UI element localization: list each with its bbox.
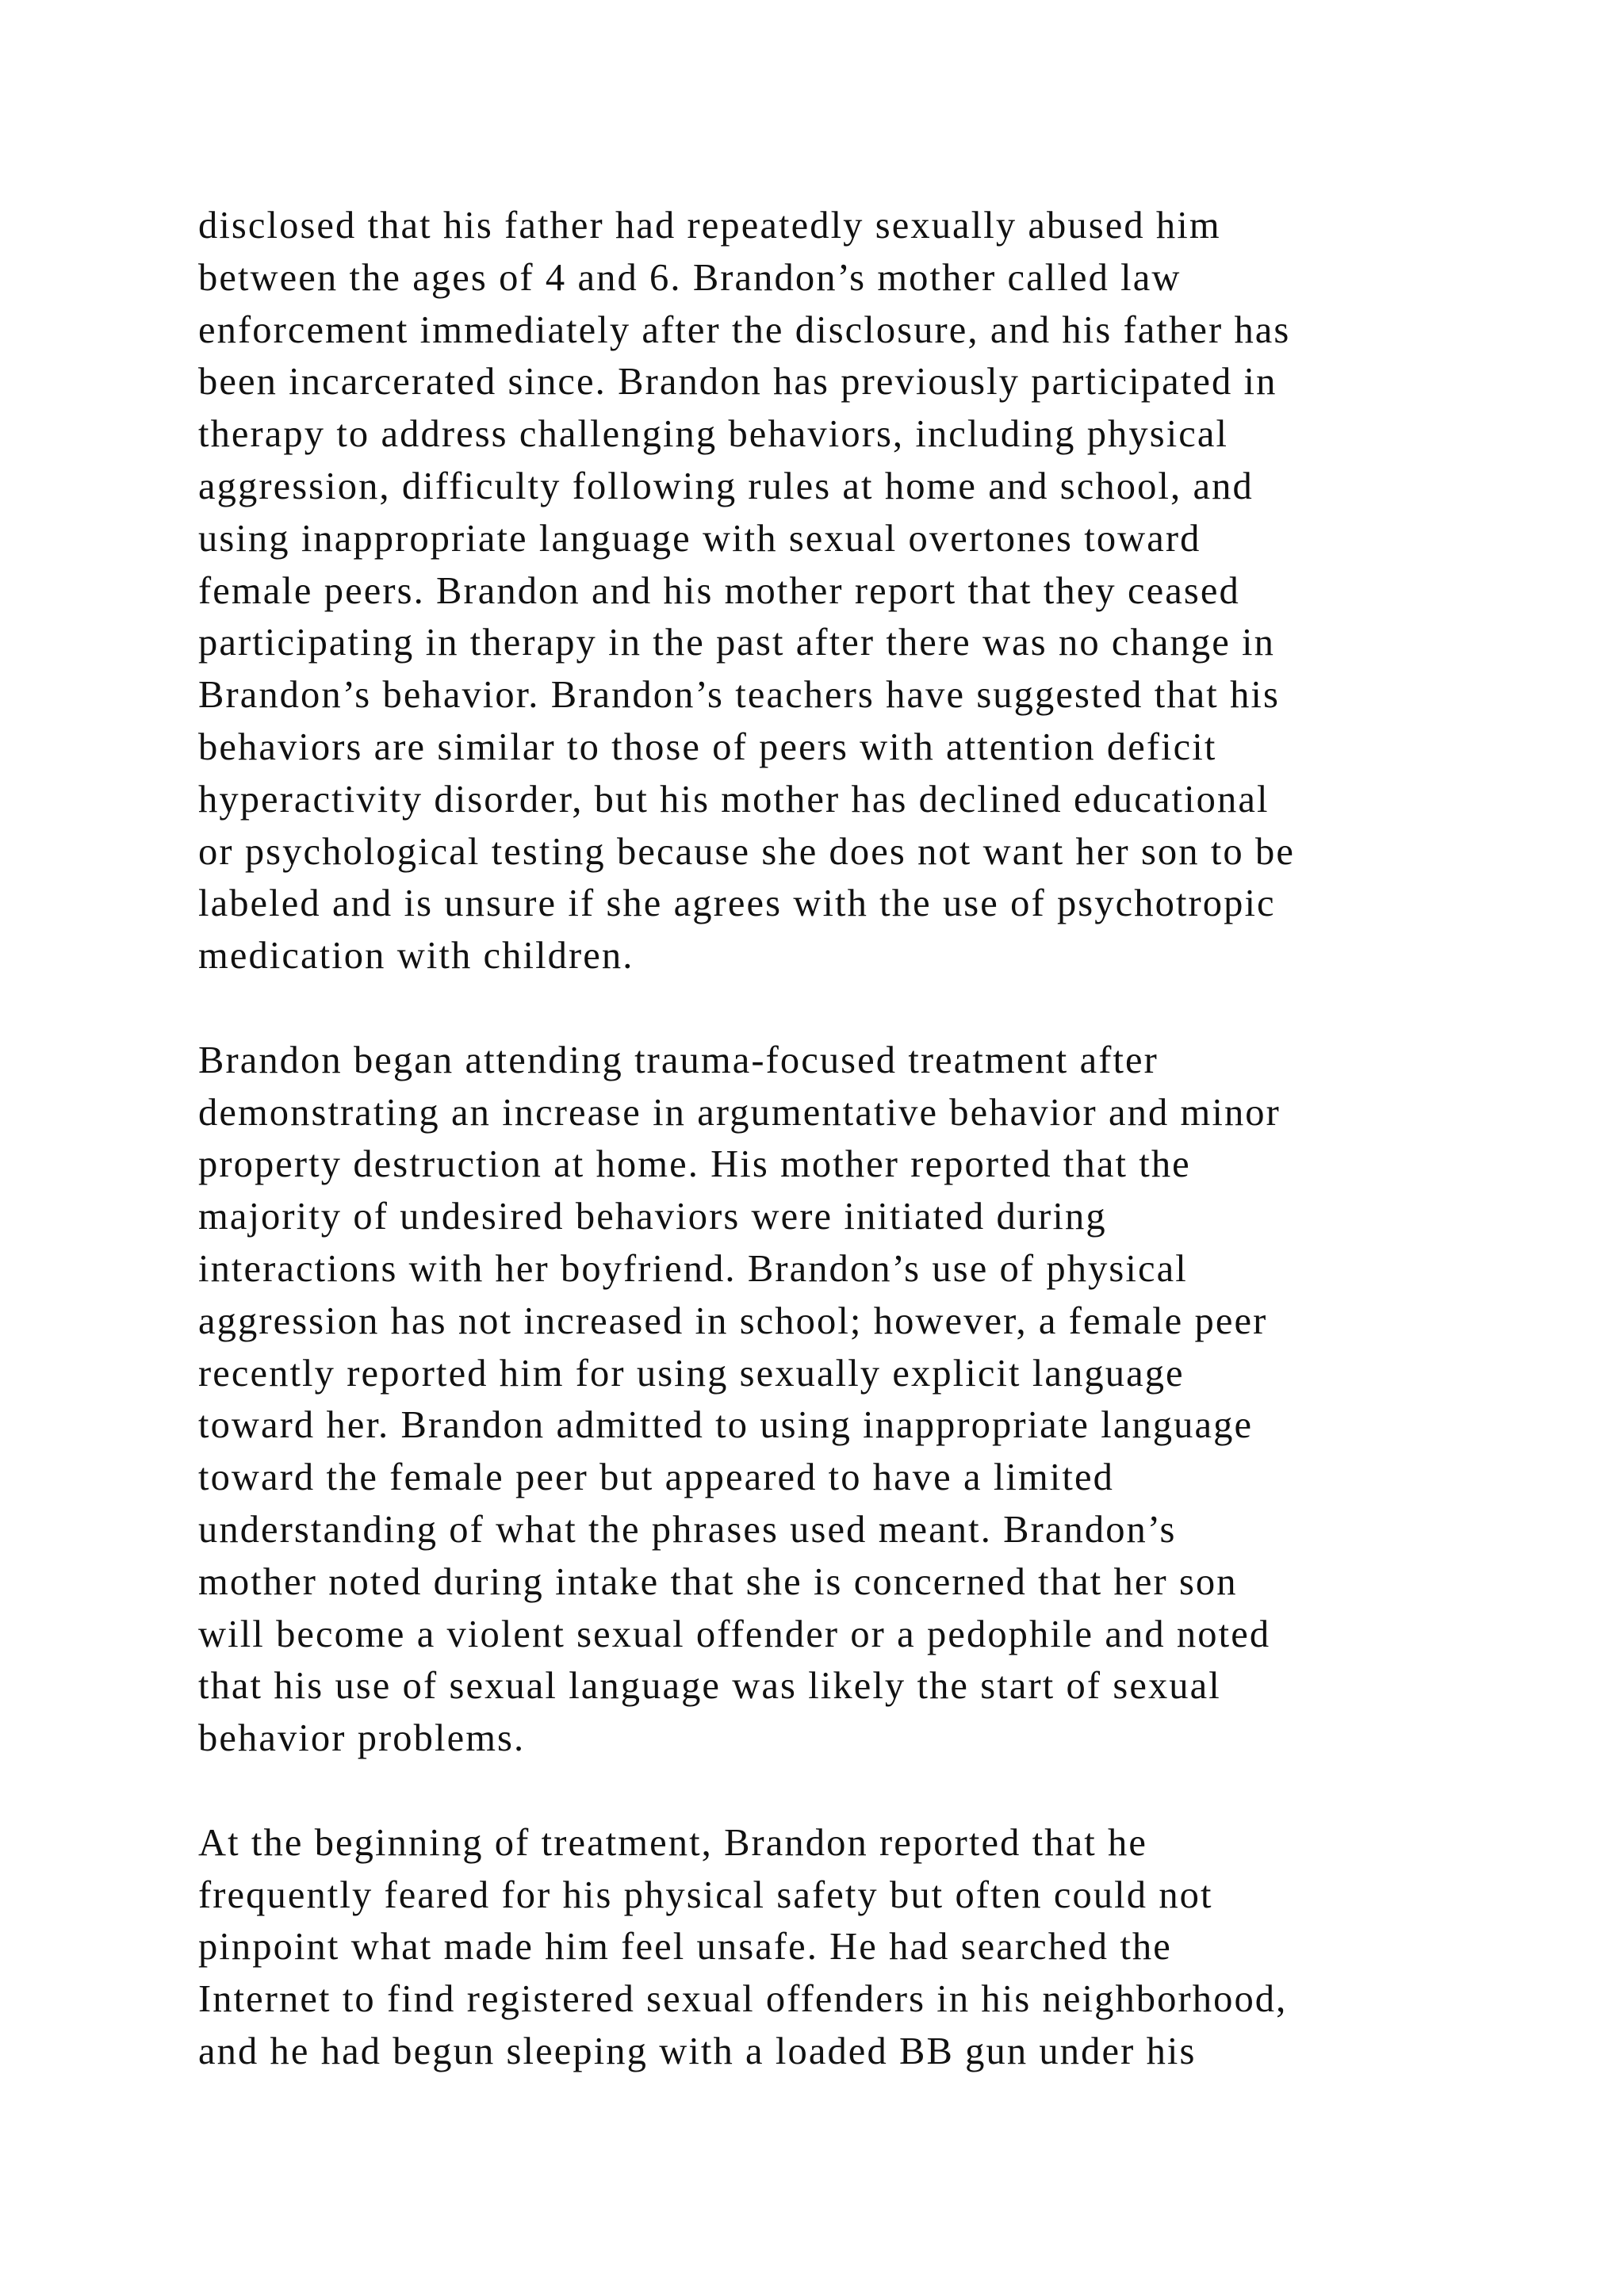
text-line: participating in therapy in the past after there was no change in xyxy=(198,622,1275,664)
text-line: enforcement immediately after the disclosure, and his father has xyxy=(198,308,1291,351)
paragraph-3 xyxy=(198,1817,1546,2078)
text-line: behavior problems. xyxy=(198,1717,526,1760)
text-line: toward the female peer but appeared to have a limited xyxy=(198,1456,1114,1499)
text-line: or psychological testing because she does not want her son to be xyxy=(198,830,1295,873)
text-line: Brandon’s behavior. Brandon’s teachers have suggested that his xyxy=(198,674,1280,717)
text-line: therapy to address challenging behaviors, including physical xyxy=(198,413,1229,456)
text-line: between the ages of 4 and 6. Brandon’s mother called law xyxy=(198,256,1182,299)
text-line: using inappropriate language with sexual overtones toward xyxy=(198,517,1201,560)
text-line: mother noted during intake that she is concerned that her son xyxy=(198,1560,1238,1603)
text-line: aggression, difficulty following rules at home and school, and xyxy=(198,465,1254,507)
text-line: female peers. Brandon and his mother report that they ceased xyxy=(198,569,1240,612)
text-line: aggression has not increased in school; however, a female peer xyxy=(198,1299,1268,1342)
text-line: will become a violent sexual offender or a pedophile and noted xyxy=(198,1613,1271,1655)
text-line: demonstrating an increase in argumentative behavior and minor xyxy=(198,1091,1281,1134)
text-line: recently reported him for using sexually explicit language xyxy=(198,1352,1185,1395)
text-line: disclosed that his father had repeatedly sexually abused him xyxy=(198,205,1221,247)
text-line: behaviors are similar to those of peers with attention deficit xyxy=(198,725,1217,768)
text-line: toward her. Brandon admitted to using inappropriate language xyxy=(198,1404,1254,1447)
text-line: and he had begun sleeping with a loaded BB gun under his xyxy=(198,2030,1197,2072)
text-line: At the beginning of treatment, Brandon reported that he xyxy=(198,1821,1147,1864)
text-line: that his use of sexual language was likely the start of sexual xyxy=(198,1665,1221,1708)
text-line: property destruction at home. His mother reported that the xyxy=(198,1143,1191,1186)
text-line: pinpoint what made him feel unsafe. He had searched the xyxy=(198,1926,1172,1969)
text-line: interactions with her boyfriend. Brandon’s use of physical xyxy=(198,1247,1188,1290)
text-line: labeled and is unsure if she agrees with the use of psychotropic xyxy=(198,882,1276,925)
text-line: medication with children. xyxy=(198,935,634,978)
paragraph-2 xyxy=(198,1035,1546,1765)
text-line: hyperactivity disorder, but his mother has declined educational xyxy=(198,778,1270,821)
text-line: Internet to find registered sexual offenders in his neighborhood, xyxy=(198,1978,1288,2021)
text-line: majority of undesired behaviors were initiated during xyxy=(198,1196,1107,1238)
paragraph-1 xyxy=(198,200,1546,982)
text-line: understanding of what the phrases used meant. Brandon’s xyxy=(198,1508,1177,1551)
text-line: been incarcerated since. Brandon has previously participated in xyxy=(198,361,1277,404)
text-line: frequently feared for his physical safety but often could not xyxy=(198,1873,1213,1916)
text-line: Brandon began attending trauma-focused treatment after xyxy=(198,1039,1159,1081)
document-text xyxy=(198,200,1546,2130)
